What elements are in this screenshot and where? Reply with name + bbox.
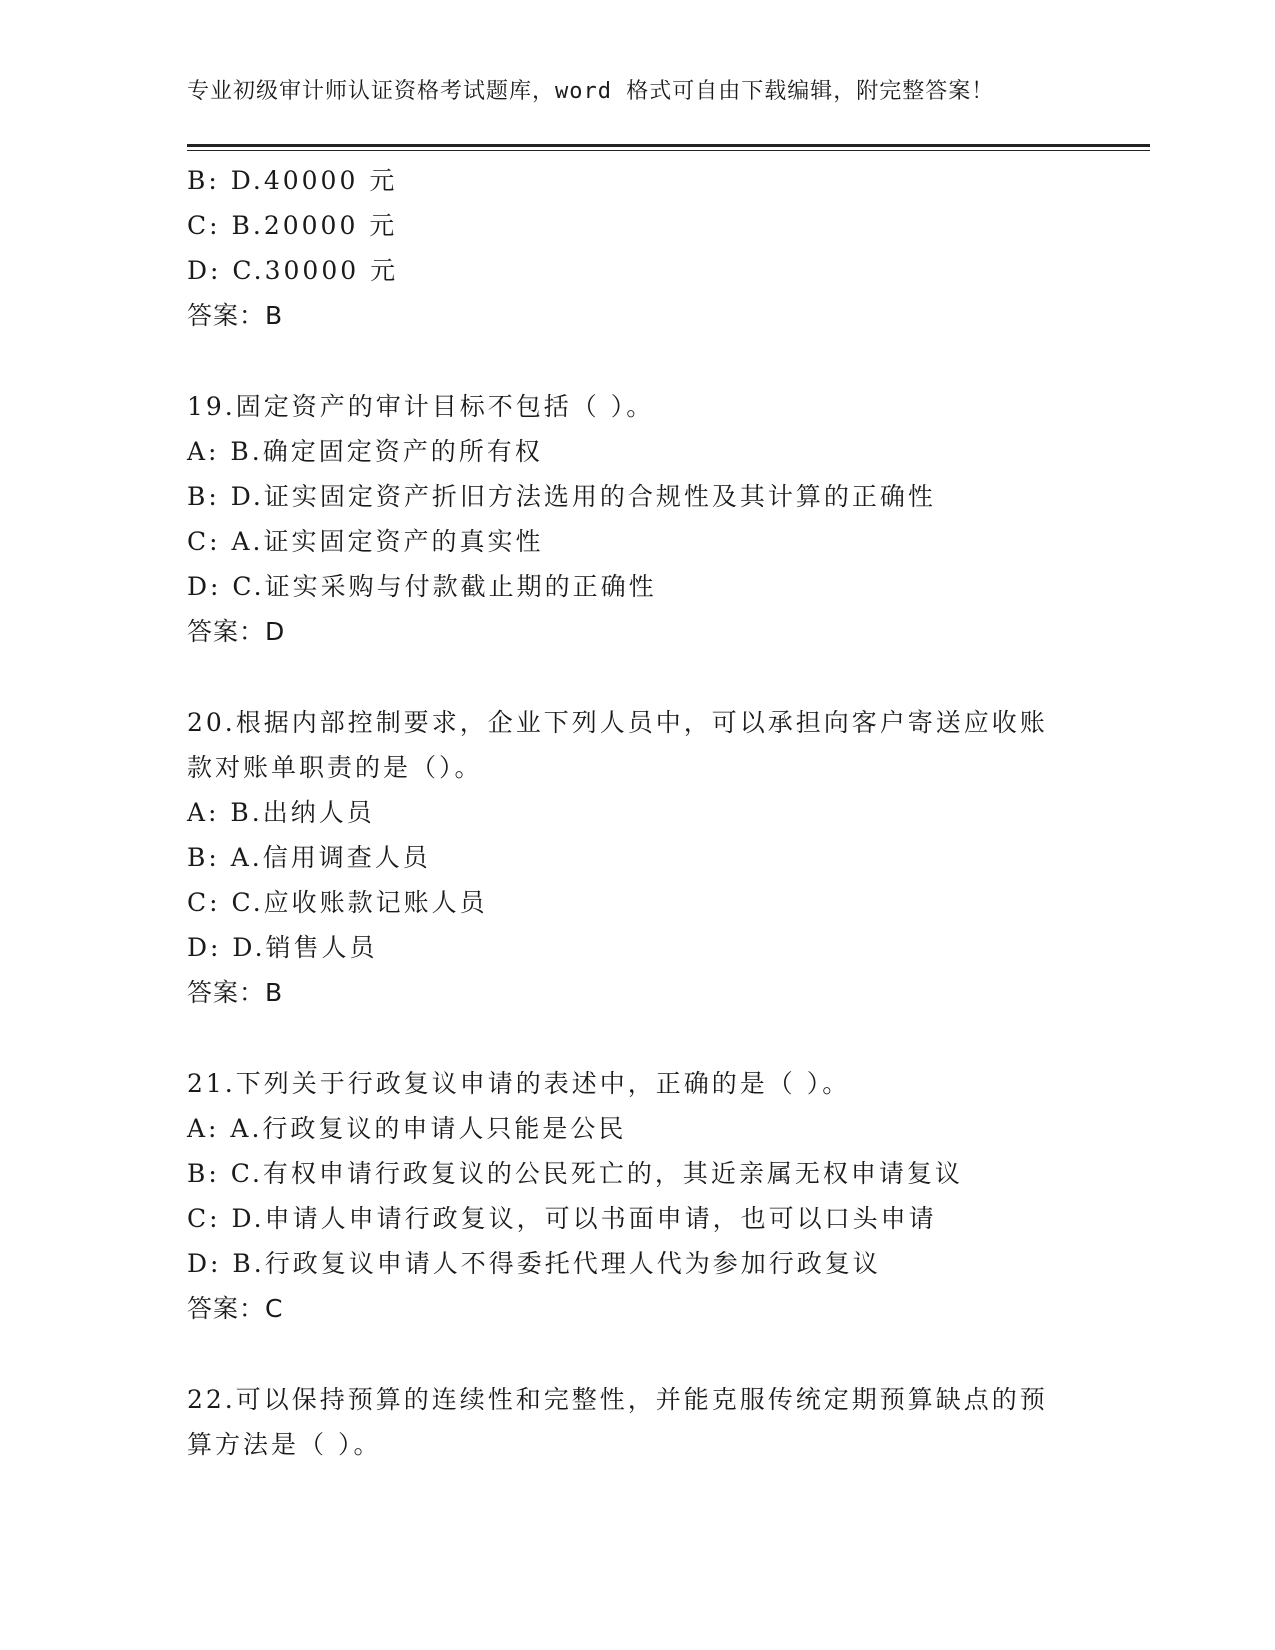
question-text: 20.根据内部控制要求，企业下列人员中，可以承担向客户寄送应收账 款对账单职责的是（）。 (187, 708, 1048, 782)
document-body (187, 158, 1107, 1467)
header-rule-thick (187, 144, 1150, 147)
option-line: B: D.证实固定资产折旧方法选用的合规性及其计算的正确性 (187, 482, 936, 511)
page-header: 专业初级审计师认证资格考试题库，word 格式可自由下载编辑，附完整答案！ (187, 79, 995, 104)
option-line: C: A.证实固定资产的真实性 (187, 527, 544, 556)
answer-line: 答案：B (187, 301, 284, 330)
question-20 (187, 700, 1107, 1015)
answer-line: 答案：C (187, 1294, 284, 1323)
option-line: A: B.出纳人员 (187, 798, 375, 827)
question-21 (187, 1061, 1107, 1331)
option-line: D: C.证实采购与付款截止期的正确性 (187, 572, 657, 601)
question-text: 19.固定资产的审计目标不包括（ ）。 (187, 392, 655, 421)
option-line: D: B.行政复议申请人不得委托代理人代为参加行政复议 (187, 1249, 881, 1278)
answer-line: 答案：B (187, 978, 284, 1007)
option-line: C: C.应收账款记账人员 (187, 888, 488, 917)
option-line: B: C.有权申请行政复议的公民死亡的，其近亲属无权申请复议 (187, 1159, 963, 1188)
option-line: C: B.20000 元 (187, 211, 398, 240)
question-text: 22.可以保持预算的连续性和完整性，并能克服传统定期预算缺点的预 算方法是（ ）。 (187, 1385, 1048, 1459)
option-line: A: B.确定固定资产的所有权 (187, 437, 543, 466)
option-line: D: C.30000 元 (187, 256, 399, 285)
option-line: B: A.信用调查人员 (187, 843, 431, 872)
option-line: B: D.40000 元 (187, 166, 398, 195)
continued-question (187, 158, 1107, 338)
answer-line: 答案：D (187, 617, 286, 646)
question-19 (187, 384, 1107, 654)
option-line: A: A.行政复议的申请人只能是公民 (187, 1114, 627, 1143)
option-line: D: D.销售人员 (187, 933, 378, 962)
option-line: C: D.申请人申请行政复议，可以书面申请，也可以口头申请 (187, 1204, 937, 1233)
header-rule-thin (187, 150, 1150, 151)
question-text: 21.下列关于行政复议申请的表述中，正确的是（ ）。 (187, 1069, 851, 1098)
question-22 (187, 1377, 1107, 1467)
